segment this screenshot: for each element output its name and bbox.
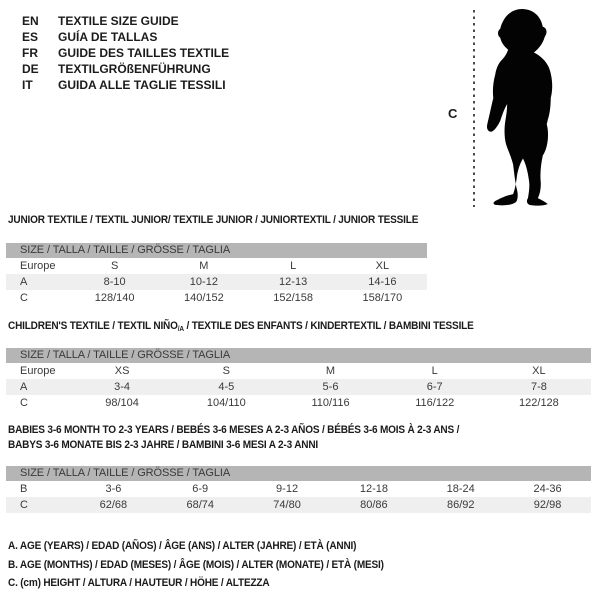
language-code: ES	[22, 30, 39, 44]
table-row: Europe XS S M L XL	[20, 365, 546, 377]
table-row: C 62/68 68/74 74/80 80/86 86/92 92/98	[6, 497, 591, 513]
footnote-c: C. (cm) HEIGHT / ALTURA / HAUTEUR / HÖHE / ALTEZZA	[8, 577, 270, 589]
language-row	[22, 77, 229, 93]
children-section-title: CHILDREN'S TEXTILE / TEXTIL $NIÑO_{/A}$ / TEXTILE DES ENFANTS / KINDERTEXTIL / BAMBINI TESSILE	[8, 320, 474, 333]
babies-section-title-line1: BABIES 3-6 MONTH TO 2-3 YEARS / BEBÉS 3-6 MESES A 2-3 AÑOS / BÉBÉS 3-6 MOIS À 2-3 ANS /	[8, 424, 460, 436]
language-label: GUÍA DE TALLAS	[58, 30, 158, 44]
junior-section-title: JUNIOR TEXTILE / TEXTIL JUNIOR/ TEXTILE JUNIOR / JUNIORTEXTIL / JUNIOR TESSILE	[8, 214, 419, 226]
table-row: C 128/140 140/152 152/158 158/170	[20, 292, 403, 304]
size-header-bar: SIZE / TALLA / TAILLE / GRÖSSE / TAGLIA	[6, 466, 591, 481]
table-row: Europe S M L XL	[20, 260, 390, 272]
table-row: B 3-6 6-9 9-12 12-18 18-24 24-36	[20, 483, 562, 495]
table-row: C 98/104 104/110 110/116 116/122 122/128	[20, 397, 559, 409]
footnotes	[8, 537, 412, 593]
language-row	[22, 45, 229, 61]
table-row: A 3-4 4-5 5-6 6-7 7-8	[6, 379, 591, 395]
language-code: DE	[22, 62, 39, 76]
junior-size-table	[6, 243, 427, 306]
figure-height-label: C	[448, 106, 458, 121]
footnote-b: B. AGE (MONTHS) / EDAD (MESES) / ÂGE (MOIS) / ALTER (MONATE) / ETÀ (MESI)	[8, 558, 384, 571]
height-dotted-line	[473, 10, 475, 207]
size-header-bar: SIZE / TALLA / TAILLE / GRÖSSE / TAGLIA	[6, 243, 427, 258]
language-code: IT	[22, 78, 33, 92]
language-label: TEXTILGRÖßENFÜHRUNG	[58, 62, 211, 76]
language-row	[22, 61, 229, 77]
table-row: A 8-10 10-12 12-13 14-16	[6, 274, 427, 290]
language-row	[22, 29, 229, 45]
size-header-bar: SIZE / TALLA / TAILLE / GRÖSSE / TAGLIA	[6, 348, 591, 363]
baby-silhouette-icon	[477, 6, 569, 206]
babies-section-title-line2: BABYS 3-6 MONATE BIS 2-3 JAHRE / BAMBINI 3-6 MESI A 2-3 ANNI	[8, 439, 319, 451]
language-list	[22, 13, 229, 93]
language-code: FR	[22, 46, 38, 60]
language-label: GUIDE DES TAILLES TEXTILE	[58, 46, 230, 60]
language-label: TEXTILE SIZE GUIDE	[58, 14, 179, 28]
language-code: EN	[22, 14, 39, 28]
children-size-table	[6, 348, 591, 411]
language-row	[22, 13, 229, 29]
babies-size-table	[6, 466, 591, 513]
footnote-a: A. AGE (YEARS) / EDAD (AÑOS) / ÂGE (ANS) / ALTER (JAHRE) / ETÀ (ANNI)	[8, 540, 357, 552]
language-label: GUIDA ALLE TAGLIE TESSILI	[58, 78, 226, 92]
